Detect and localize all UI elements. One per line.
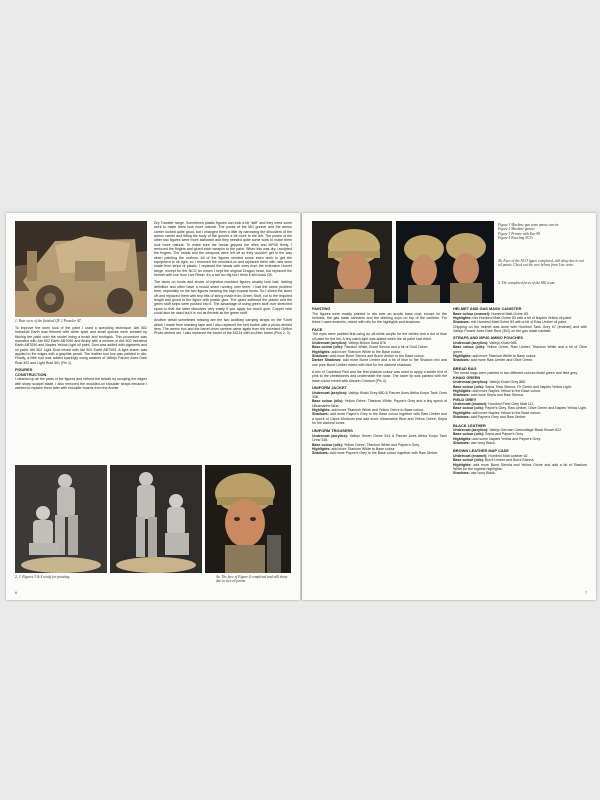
face-spec-2: Base colour (oils): Titanium White, Burnt Sienna and a bit of Gold Ochre. <box>312 345 429 350</box>
page-number-left: 6 <box>15 591 17 595</box>
straps-spec-2: Base colour (oils): Yellow Ochre, Raw Umber, Titanium White and a bit of Olive green. <box>453 345 587 354</box>
khaki-spec-4: Shadows: add more Sepia and Raw Sienna. <box>453 393 524 398</box>
blackleather-spec-4: Shadows: use Ivory Black. <box>453 441 496 446</box>
fieldgrey-spec-3: Highlights: add more Naples Yellow to the Base colour. <box>453 410 541 415</box>
col2-paragraph-3: Another detail sometimes missing are the two auxiliary carrying straps on the Y-belt which I made from masking tape and I also replaced the belt buckle with a photo-etched item. The ammo box and the barrel drum carriers came again from the excellent Griffon Photo-etched set. I also replaced the barrel of the MG34 with an Aber barrel (Pics 2, 3). <box>154 318 292 336</box>
trousers-spec-1: Undercoat (acrylics): Vallejo Green Ochre 914 & Panzer Aces Afrika Korps Tank Crew 336. <box>312 433 447 443</box>
face-spec-4: Shadows: add more Burnt Sienna and Burnt Umber to the Base colour. <box>312 353 425 358</box>
trousers-spec-2: Base colour (oils): Yellow Ochre, Titanium White and Payne's Grey. <box>312 442 420 447</box>
photo-face-figure4 <box>205 465 291 573</box>
straps-spec-1: Undercoat (acrylics): Vallejo Khaki 988. <box>453 340 518 345</box>
figure-caption-4: Figure 4 Kneeling NCO. <box>498 236 534 241</box>
brownleather-spec-1: Undercoat (enamel): Humbrol Matt Leather 62. <box>453 454 529 459</box>
heading-painting: PAINTING <box>312 306 331 311</box>
helmet-spec-2: Highlights: mix Humbrol Matt Ochre 83 with a bit of Naples Yellow oil paint. <box>453 315 573 320</box>
helmet-spec-1: Base colour (enamel): Humbrol Matt Ochre 83. <box>453 311 529 316</box>
bread-bag-body: The bread bags were painted in two different colours khaki green and field grey. <box>453 371 578 376</box>
brownleather-spec-2: Base colour (oils): Burnt Umber and Burnt Sienna. <box>453 458 535 463</box>
fieldgrey-spec-1: Undercoat (enamel): Humbrol Field Grey Matt 111. <box>453 402 535 407</box>
heading-construction: CONSTRUCTION <box>15 371 47 377</box>
photo-gun-rear-view <box>15 221 147 317</box>
heading-khaki-green: KHAKI GREEN <box>453 374 481 380</box>
straps-spec-3: Highlights: add more Titanium White to Base colour. <box>453 353 537 358</box>
photo-figures-grey-1 <box>15 465 107 573</box>
left-col2-text <box>154 221 292 466</box>
straps-spec-4: Shadows: add more Raw Umber and Olive Green. <box>453 358 534 363</box>
photo-figures-grey-2 <box>110 465 202 573</box>
blackleather-spec-3: Highlights: add some Naples Yellow and Payne's Grey. <box>453 436 541 441</box>
left-col1-text <box>15 326 147 466</box>
caption-face-4a: 4a. The face of Figure 4 completed and still shiny due to wet oil paints. <box>216 575 288 584</box>
trousers-spec-4: Shadows: add more Payne's Grey to the Base colour together with Raw Umber. <box>312 451 439 456</box>
left-page <box>6 213 300 600</box>
brownleather-spec-3: Highlights: add more Burnt Sienna and Yellow Ochre and add a bit of Titanium White for the highest highlights. <box>453 462 587 472</box>
khaki-spec-2: Base colour (oils): Sepia, Raw Sienna, Fir Green and Naples Yellow Light. <box>453 384 572 389</box>
helmet-extra: Chipping on the helmet was done with Humbrol Tank Grey 67 (enamel) and with Vallejo Panzer Aces Dark Rust (302) on the gas mask canister. <box>453 324 587 333</box>
face-spec-1: Undercoat (acrylics): Vallejo Brown Sand 876 <box>312 340 386 345</box>
photo-faces-helmet <box>312 221 392 303</box>
heading-uniform-jacket: UNIFORM JACKET <box>312 385 347 390</box>
figure-caption-2: Figure 2 Machine gunner <box>498 227 535 232</box>
jacket-spec-4: Shadows: add more Payne's Grey to the Base colour together with Raw Umber and a speck of Caput Mortuum and add more Ultramarine Blue and Yellow Ochre, Sepia for the darkest tones. <box>312 412 447 425</box>
heading-helmet: HELMET AND GAS MASK CANISTER <box>453 306 522 311</box>
jacket-spec-1: Undercoat (acrylics): Vallejo Khaki Grey 880 & Panzer Aces Afrika Korps Tank Crew 336. <box>312 390 447 399</box>
right-col2-text <box>453 305 587 595</box>
right-page <box>302 213 596 600</box>
heading-face: FACE <box>312 326 323 332</box>
figure-list-captions <box>498 223 586 286</box>
jacket-spec-3: Highlights: add more Titanium White and Yellow Ochre to Base colour. <box>312 407 424 412</box>
painting-body: The figures were mostly painted in oils over an acrylic base coat, except for the helmets, the gas mask canisters and the drinking cups on top of the canteen. For these I used enamels, mixed with oils for the highlights and shadows. <box>312 311 447 325</box>
heading-brown-leather: BROWN LEATHER MAP CASE <box>453 448 509 454</box>
intro-paragraph: To improve the worn look of the paint I used a speckling technique. Abt 502 Industrial Earth was thinned with white spirit and small specks were created by flicking the paint onto the model using a brush and toothpick. This procedure was repeated with Abt 502 Earth ABT090 and finally with a mixture of Abt 502 Industrial Earth ABT090 and Naples Yellow Light oil paint. Dust was added with pigments and oil paint: Abt 502 Light Dust mixed with Abt 502 Earth ABT093. A light sheen was applied to the edges with a graphite pencil. The leather tool box was painted in oils. Finally, a little rust was added sparingly using washes of Vallejo Panzer Aces Dark Rust 302 and Light Rust 301 (Pic 1). <box>15 326 147 365</box>
photo-faces-mg-team <box>396 221 494 303</box>
fieldgrey-spec-2: Base colour (oils): Payne's Grey, Raw Umber, Olive Green and Naples Yellow Light. <box>453 406 587 411</box>
khaki-spec-3: Highlights: add more Naples Yellow to the Base colour. <box>453 388 541 393</box>
col2-paragraph-2: The laces on boots and shoes of injection-moulded figures usually look bad, lacking definition and often have a mould seam running over them. I had the same problem here, especially on the two figures wearing the high tropical boots. So I sliced the laces off and replaced them with tiny bits of string made from Green Stuff, cut to the required length and glued to the figure with plastic glue. The glues softened the plastic and the green stuff strips were pushed into it. The advantage of using green stuff over stretched sprue is that the latter dissolves very easily if you apply too much glue. Copper wire could also be used but it is not as flexible as the green stuff. <box>154 280 292 315</box>
jacket-spec-2: Base colour (oils): Yellow Ochre, Titanium White, Payne's Grey and a tiny speck of Ultramarine Blue. <box>312 399 447 408</box>
figure-caption-1: Figure 1 Machine gun team ammo carrier <box>498 223 559 227</box>
fieldgrey-spec-4: Shadows: add Payne's Grey and Raw Umber. <box>453 415 527 420</box>
helmet-spec-3: Shadows: mix Humbrol Matt Ochre 83 with a bit of Raw Umber oil paint. <box>453 320 567 325</box>
trousers-spec-3: Highlights: add more Titanium White to Base colour. <box>312 446 396 451</box>
blackleather-spec-2: Base colour (oils): Sepia and Payne's Grey. <box>453 432 524 437</box>
face-spec-3: Highlights: add more Titanium White to the Base colour. <box>312 349 402 354</box>
heading-figures: FIGURES <box>15 367 33 373</box>
face-spec-5: Darker Shadows: add more Burnt Umber and a bit of blue to the Shadow mix and use pure Burnt Umber mixed with blue for the darkest shadows. <box>312 358 447 367</box>
caption-figures-23: 2, 3. Figures 3 & 4 ready for painting. <box>15 575 71 579</box>
heading-field-grey: FIELD GREY <box>453 396 477 402</box>
blackleather-spec-1: Undercoat (acrylics): Vallejo German Camouflage Black Brown 822. <box>453 428 563 433</box>
caption-5: 5. The completed faces of the MG team. <box>498 281 556 286</box>
figure-caption-3: Figure 3 Private with Kar 98 <box>498 231 540 236</box>
heading-bread-bag: BREAD BAG <box>453 365 477 371</box>
page-number-right: 7 <box>585 591 587 595</box>
caption-4b: 4b. Face of the NCO figure completed, still shiny due to wet oil paints. Check out the new helmet from Live resin. <box>498 258 585 268</box>
khaki-spec-1: Undercoat (acrylics): Vallejo Khaki Grey 880. <box>453 380 527 385</box>
caption-photo1: 1. Rear view of the finished QF 2 Pounder AT. <box>15 319 82 323</box>
heading-black-leather: BLACK LEATHER <box>453 422 486 428</box>
brownleather-spec-4: Shadows: use Ivory Black. <box>453 471 496 476</box>
construction-paragraph: I cleaned up all the parts of the figures and refined the details by scraping the edges with sharp scalpel blade. I also removed the moulded-on shoulder straps because I wanted to replace them later with shoulder boards from the Archer <box>15 377 147 390</box>
heading-uniform-trousers: UNIFORM TROUSERS <box>312 428 353 434</box>
col2-paragraph-1: Dry Transfer range. Sometimes plastic figures can look a bit "stiff" and they need some work to make them look more natural. The poses of the MG gunner and the ammo carrier looked quite good, but I changed them a little by narrowing the shoulders of the ammo carrier and tilting the body of the gunner a bit more to the left. The poses of the other two figures were more awkward and they needed quite some work to make them look more natural. To make sure the hands gripped the rifles and MP40 firmly, I removed the fingers and glued each weapon to the palm. When this was dry I sculpted the fingers. The hands and the weapons were left off so they wouldn't get in the way when painting the uniform. All of the figures needed some extra work to get the equipment to sit right, so I removed the moulded-on and replaced them with new ones made from strips of plastic. I replaced the heads with ones from the extensive Hornet range, except for the NCO for whom I kept the original Dragon head, but replaced the helmet with one from Live Resin. It's a tad too big but I think it still looks OK. <box>154 221 292 278</box>
face-extra: A mix of Cadmium Red and the first shadow colour was used to apply a subtle hint of pink to the cheekbones and underneath the nose. The lower lip was painted with the base colour mixed with Alizarin Crimson (Pic 4). <box>312 369 447 383</box>
face-body: The eyes were painted first using an off-white acrylic for the whites and a dot of blue oil paint for the iris. A tiny catch light was added when the oil paint had dried. <box>312 332 447 341</box>
heading-straps: STRAPS AND MP40 AMMO POUCHES <box>453 335 523 341</box>
right-col1-text <box>312 305 447 595</box>
